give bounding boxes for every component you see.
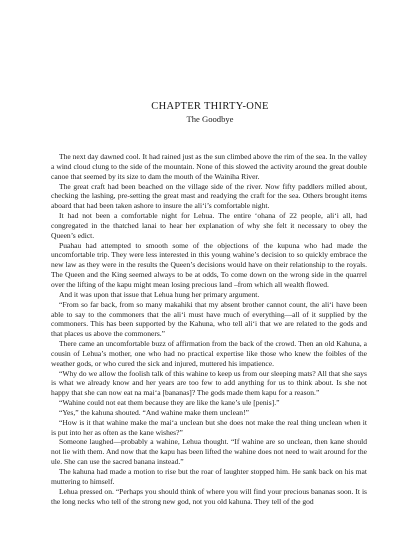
paragraph: The great craft had been beached on the village side of the river. Now fifty paddlers milled about, checking the lashing, pre-setting the great mast and readying the craft for the sea. Others brought items aboard that had been taken ashore to insure the ali‘i’s comfortable night.	[51, 181, 367, 211]
paragraph: “Yes,” the kahuna shouted. “And wahine make them unclean!”	[59, 407, 249, 417]
paragraph: The next day dawned cool. It had rained just as the sun climbed above the rim of the sea. In the valley a wind cloud clung to the side of the mountain. None of this slowed the activity around the great double canoe that seemed by its size to dam the mouth of the Wainiha River.	[51, 152, 367, 181]
chapter-body	[51, 152, 367, 506]
paragraph: Lehua pressed on. “Perhaps you should think of where you will find your precious bananas soon. It is the long necks who tell of the strong new god, not you old kahuna. They tell of the god	[51, 486, 367, 506]
paragraph: It had not been a comfortable night for Lehua. The entire ‘ohana of 22 people, ali‘i all, had congregated in the thatched lanai to hear her explanation of why she felt it necessary to obey the Queen’s edict.	[51, 211, 367, 240]
paragraph: “Why do we allow the foolish talk of this wahine to keep us from our sleeping mats? All that she says is what we already know and her years are too few to add anything for us to think about. Is she not happy that she can now eat na mai‘a [bananas]? The gods made them kapu for a reason.”	[51, 368, 367, 398]
paragraph: The kahuna had made a motion to rise but the roar of laughter stopped him. He sank back on his mat muttering to himself.	[51, 467, 367, 486]
paragraph: Puahau had attempted to smooth some of the objections of the kupuna who had made the uncomfortable trip. They were less interested in this young wahine’s decision to so quickly embrace the new law as they were in the results the Queen’s decisions would have on their relationship to the royals. The Queen and the King seemed always to be at odds, To come down on the wrong side in the quarrel over the lifting of the kapu might mean losing precious land –from which all wealth flowed.	[51, 240, 367, 289]
paragraph: “How is it that wahine make the mai‘a unclean but she does not make the real thing unclean when it is put into her as often as the kane wishes?”	[51, 417, 367, 437]
chapter-subtitle: The Goodbye	[186, 114, 234, 124]
chapter-title: CHAPTER THIRTY-ONE	[151, 101, 269, 112]
paragraph: Someone laughed—probably a wahine, Lehua thought. “If wahine are so unclean, then kane should not lie with them. And now that the kapu has been lifted the wahine does not need to wait around for the ule. She can use the sacred banana instead.”	[51, 437, 367, 467]
paragraph: And it was upon that issue that Lehua hung her primary argument.	[59, 289, 260, 299]
paragraph: “From so far back, from so many makahiki that my absent brother cannot count, the ali‘i have been able to say to the commoners that the ali‘i must have much of everything—all of it supplied by the commoners. This has been supported by the Kahuna, who tell ali‘i that we are related to the gods and that places us above the commoners.”	[51, 299, 367, 339]
paragraph: There came an uncomfortable buzz of affirmation from the back of the crowd. Then an old Kahuna, a cousin of Lehua’s mother, one who had no practical expertise like those who knew the foibles of the weather gods, or who cured the sick and injured, muttered his impatience.	[51, 339, 367, 368]
paragraph: “Wahine could not eat them because they are like the kane’s ule [penis].”	[59, 398, 280, 408]
